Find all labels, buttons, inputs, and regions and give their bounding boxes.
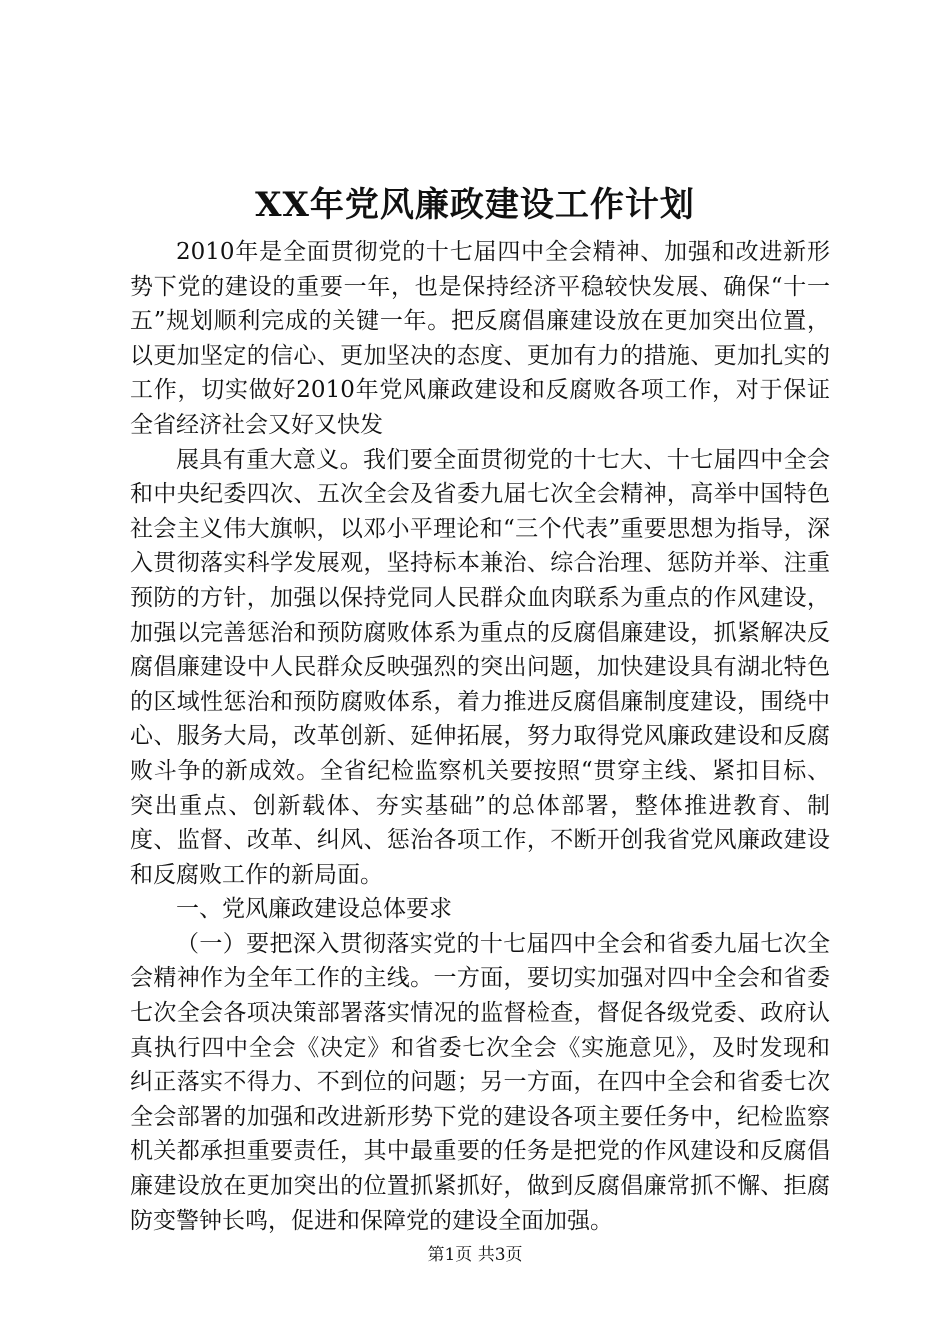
document-body <box>130 235 830 1238</box>
paragraph-requirement-1: （一）要把深入贯彻落实党的十七届四中全会和省委九届七次全会精神作为全年工作的主线。一方面，要切实加强对四中全会和省委七次全会各项决策部署落实情况的监督检查，督促各级党委、政府认真执行四中全会《决定》和省委七次全会《实施意见》，及时发现和纠正落实不得力、不到位的问题；另一方面，在四中全会和省委七次全会部署的加强和改进新形势下党的建设各项主要任务中，纪检监察机关都承担重要责任，其中最重要的任务是把党的作风建设和反腐倡廉建设放在更加突出的位置抓紧抓好，做到反腐倡廉常抓不懈、拒腐防变警钟长鸣，促进和保障党的建设全面加强。 <box>130 930 830 1234</box>
document-title: XX年党风廉政建设工作计划 <box>255 185 695 225</box>
paragraph-intro: 2010年是全面贯彻党的十七届四中全会精神、加强和改进新形势下党的建设的重要一年，也是保持经济平稳较快发展、确保“十一五”规划顺利完成的关键一年。把反腐倡廉建设放在更加突出位置，以更加坚定的信心、更加坚决的态度、更加有力的措施、更加扎实的工作，切实做好2010年党风廉政建设和反腐败各项工作，对于保证全省经济社会又好又快发 <box>130 239 830 438</box>
paragraph-significance: 展具有重大意义。我们要全面贯彻党的十七大、十七届四中全会和中央纪委四次、五次全会及省委九届七次全会精神，高举中国特色社会主义伟大旗帜，以邓小平理论和“三个代表”重要思想为指导，深入贯彻落实科学发展观，坚持标本兼治、综合治理、惩防并举、注重预防的方针，加强以保持党同人民群众血肉联系为重点的作风建设，加强以完善惩治和预防腐败体系为重点的反腐倡廉建设，抓紧解决反腐倡廉建设中人民群众反映强烈的突出问题，加快建设具有湖北特色的区域性惩治和预防腐败体系，着力推进反腐倡廉制度建设，围绕中心、服务大局，改革创新、延伸拓展，努力取得党风廉政建设和反腐败斗争的新成效。全省纪检监察机关要按照“贯穿主线、紧扣目标、突出重点、创新载体、夯实基础”的总体部署，整体推进教育、制度、监督、改革、纠风、惩治各项工作，不断开创我省党风廉政建设和反腐败工作的新局面。 <box>130 446 830 888</box>
section-heading-1: 一、党风廉政建设总体要求 <box>176 896 452 923</box>
page-footer: 第1页 共3页 <box>427 1245 523 1265</box>
